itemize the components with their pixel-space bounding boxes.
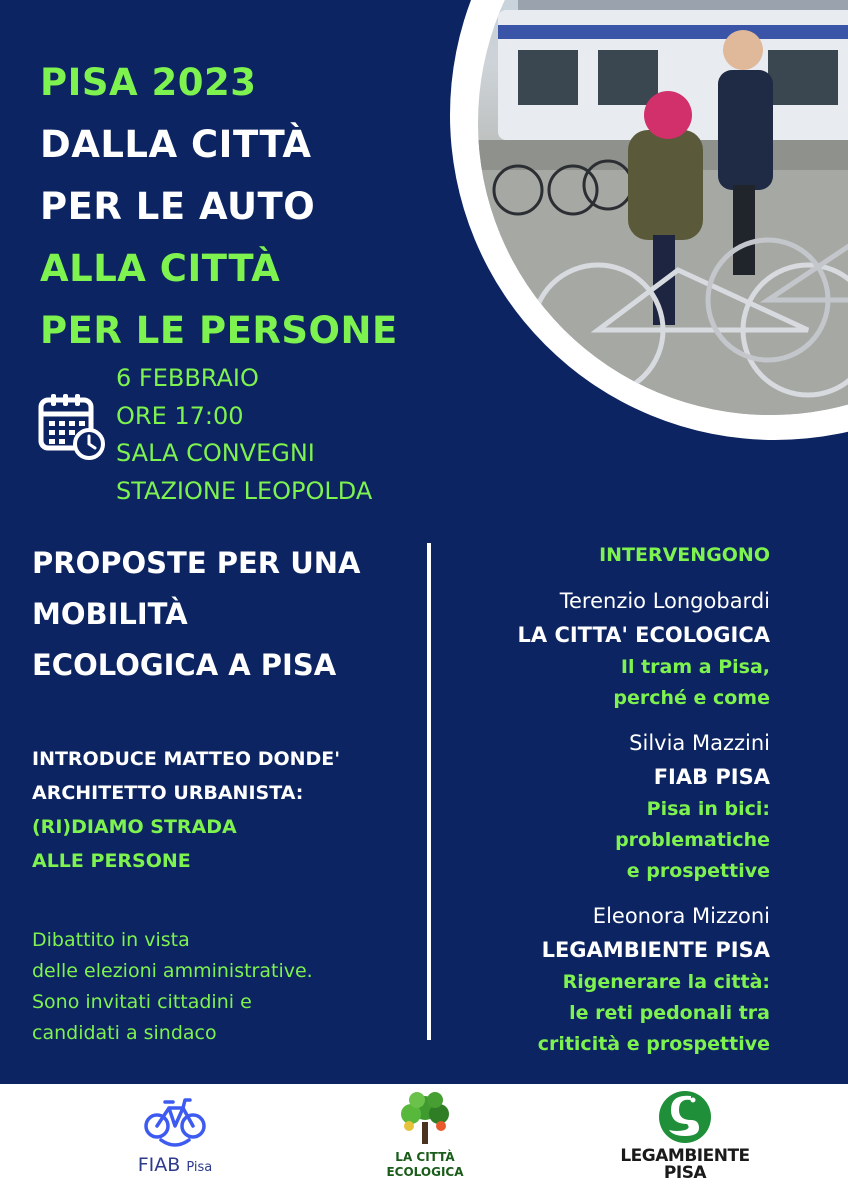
debate-line: Sono invitati cittadini e <box>32 991 252 1013</box>
title-line-from: DALLA CITTÀ <box>40 123 312 166</box>
legambiente-line2: PISA <box>663 1163 707 1183</box>
speaker-topic: perché e come <box>613 687 770 709</box>
event-venue-room: SALA CONVEGNI <box>116 439 315 467</box>
event-date: 6 FEBBRAIO <box>116 364 259 392</box>
title-line-cars: PER LE AUTO <box>40 185 316 228</box>
speaker-org: FIAB PISA <box>653 765 770 789</box>
debate-line: candidati a sindaco <box>32 1022 217 1044</box>
proposal-heading <box>32 538 360 691</box>
fiab-logo <box>110 1092 240 1176</box>
citta-line2: ECOLOGICA <box>386 1165 464 1179</box>
speaker-name: Eleonora Mizzoni <box>592 904 770 928</box>
speaker-name: Terenzio Longobardi <box>559 589 770 613</box>
proposal-line: ECOLOGICA A PISA <box>32 648 337 682</box>
speaker-item <box>518 726 770 887</box>
intro-topic-line: (RI)DIAMO STRADA <box>32 816 237 838</box>
event-venue-place: STAZIONE LEOPOLDA <box>116 476 373 505</box>
speaker-item <box>518 899 770 1060</box>
citta-line1: LA CITTÀ <box>395 1150 455 1164</box>
calendar-clock-icon <box>38 392 106 462</box>
title-line-year: PISA 2023 <box>40 61 257 104</box>
speaker-org: LEGAMBIENTE PISA <box>541 938 770 962</box>
proposal-line: PROPOSTE PER UNA <box>32 546 361 580</box>
introduction <box>32 742 340 878</box>
proposal-line: MOBILITÀ <box>32 597 188 631</box>
intro-speaker: INTRODUCE MATTEO DONDE' <box>32 748 341 770</box>
speaker-topic: Il tram a Pisa, <box>620 656 770 678</box>
speaker-org: LA CITTA' ECOLOGICA <box>517 623 770 647</box>
tree-icon <box>395 1088 455 1146</box>
debate-line: Dibattito in vista <box>32 929 190 951</box>
citta-ecologica-logo <box>370 1088 480 1180</box>
debate-note <box>32 925 313 1049</box>
title-line-to: ALLA CITTÀ <box>40 247 281 290</box>
speaker-topic: Rigenerare la città: <box>562 971 770 993</box>
intro-role: ARCHITETTO URBANISTA: <box>32 782 304 804</box>
swan-icon <box>657 1090 713 1144</box>
speakers-heading: INTERVENGONO <box>599 544 770 566</box>
intro-topic-line: ALLE PERSONE <box>32 850 191 872</box>
speaker-name: Silvia Mazzini <box>629 731 770 755</box>
event-title <box>40 52 398 362</box>
fiab-sub: Pisa <box>186 1160 213 1175</box>
speaker-topic: problematiche <box>615 829 770 851</box>
speaker-item <box>518 584 770 714</box>
bicycle-smile-icon <box>143 1092 207 1150</box>
speaker-topic: criticità e prospettive <box>537 1033 770 1055</box>
sponsor-footer <box>0 1084 848 1200</box>
speaker-topic: e prospettive <box>626 860 770 882</box>
legambiente-logo <box>610 1090 760 1182</box>
event-time: ORE 17:00 <box>116 401 244 430</box>
speaker-topic: le reti pedonali tra <box>569 1002 770 1024</box>
cyclists-photo <box>478 0 848 415</box>
legambiente-line1: LEGAMBIENTE <box>620 1146 750 1166</box>
speaker-topic: Pisa in bici: <box>646 798 770 820</box>
cyclists-illustration <box>478 0 848 415</box>
title-line-people: PER LE PERSONE <box>40 309 398 352</box>
column-divider <box>427 543 431 1040</box>
speakers-list <box>518 538 770 1060</box>
debate-line: delle elezioni amministrative. <box>32 960 313 982</box>
fiab-name: FIAB <box>137 1154 181 1176</box>
